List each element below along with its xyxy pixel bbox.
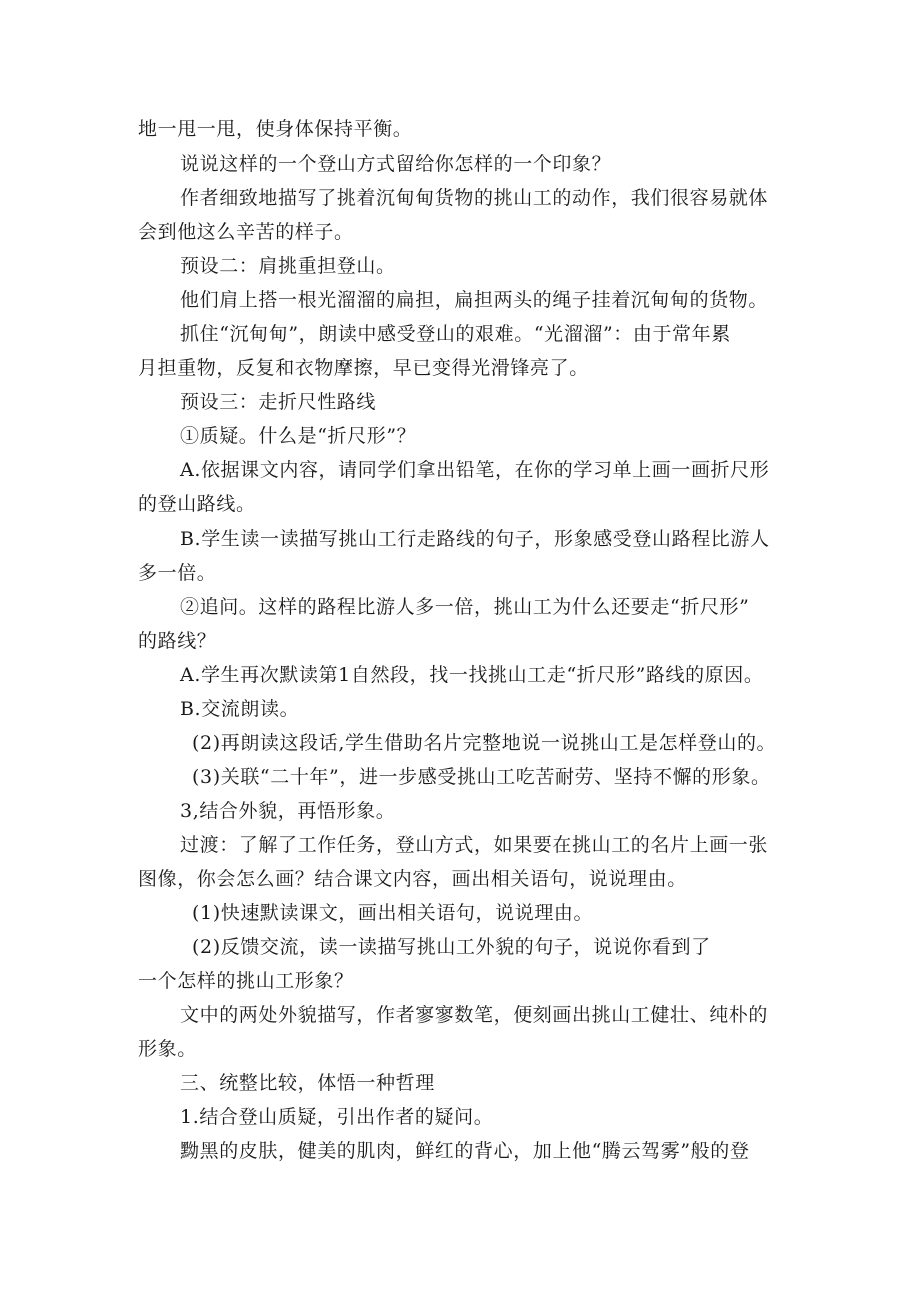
text-line: 抓住“沉甸甸”，朗读中感受登山的艰难。“光溜溜”：由于常年累 [180, 323, 731, 345]
text-line: 的登山路线。 [138, 493, 256, 515]
text-line: 多一倍。 [138, 562, 217, 584]
text-line: A.依据课文内容，请同学们拿出铅笔，在你的学习单上画一画折尺形 [180, 459, 770, 481]
text-line: 一个怎样的挑山工形象？ [138, 970, 354, 992]
text-line: ②追问。这样的路程比游人多一倍，挑山工为什么还要走“折尺形” [180, 596, 750, 618]
text-line: (2)反馈交流，读一读描写挑山工外貌的句子，说说你看到了 [192, 936, 711, 958]
text-line: (3)关联“二十年”，进一步感受挑山工吃苦耐劳、坚持不懈的形象。 [192, 766, 771, 788]
text-line: ①质疑。什么是“折尺形”？ [180, 425, 417, 447]
text-line: B.学生读一读描写挑山工行走路线的句子，形象感受登山路程比游人 [180, 528, 770, 550]
text-line: 形象。 [138, 1038, 197, 1060]
text-line: 预设三：走折尺性路线 [180, 391, 377, 413]
text-line: 黝黑的皮肤，健美的肌肉，鲜红的背心，加上他“腾云驾雾”般的登 [180, 1140, 750, 1162]
text-line: 过渡：了解了工作任务，登山方式，如果要在挑山工的名片上画一张 [180, 834, 769, 856]
text-line: 作者细致地描写了挑着沉甸甸货物的挑山工的动作，我们很容易就体 [180, 187, 769, 209]
text-line: A.学生再次默读第1自然段，找一找挑山工走“折尺形”路线的原因。 [180, 664, 764, 686]
text-line: 他们肩上搭一根光溜溜的扁担，扁担两头的绳子挂着沉甸甸的货物。 [180, 289, 769, 311]
text-line: 地一甩一甩，使身体保持平衡。 [138, 118, 413, 140]
text-line: (1)快速默读课文，画出相关语句，说说理由。 [192, 902, 594, 924]
text-line: 预设二：肩挑重担登山。 [180, 255, 396, 277]
text-line: 会到他这么辛苦的样子。 [138, 221, 354, 243]
text-line: 说说这样的一个登山方式留给你怎样的一个印象？ [180, 153, 612, 175]
text-line: 月担重物，反复和衣物摩擦，早已变得光滑锋亮了。 [138, 357, 589, 379]
text-line: (2)再朗读这段话,学生借助名片完整地说一说挑山工是怎样登山的。 [192, 732, 777, 754]
text-line: 图像，你会怎么画？结合课文内容，画出相关语句，说说理由。 [138, 868, 687, 890]
text-line: 3,结合外貌，再悟形象。 [180, 800, 396, 822]
section-heading: 三、统整比较，体悟一种哲理 [180, 1072, 435, 1094]
text-line: 的路线？ [138, 630, 217, 652]
text-line: 1.结合登山质疑，引出作者的疑问。 [180, 1106, 494, 1128]
text-line: 文中的两处外貌描写，作者寥寥数笔，便刻画出挑山工健壮、纯朴的 [180, 1004, 769, 1026]
text-line: B.交流朗读。 [180, 698, 300, 720]
